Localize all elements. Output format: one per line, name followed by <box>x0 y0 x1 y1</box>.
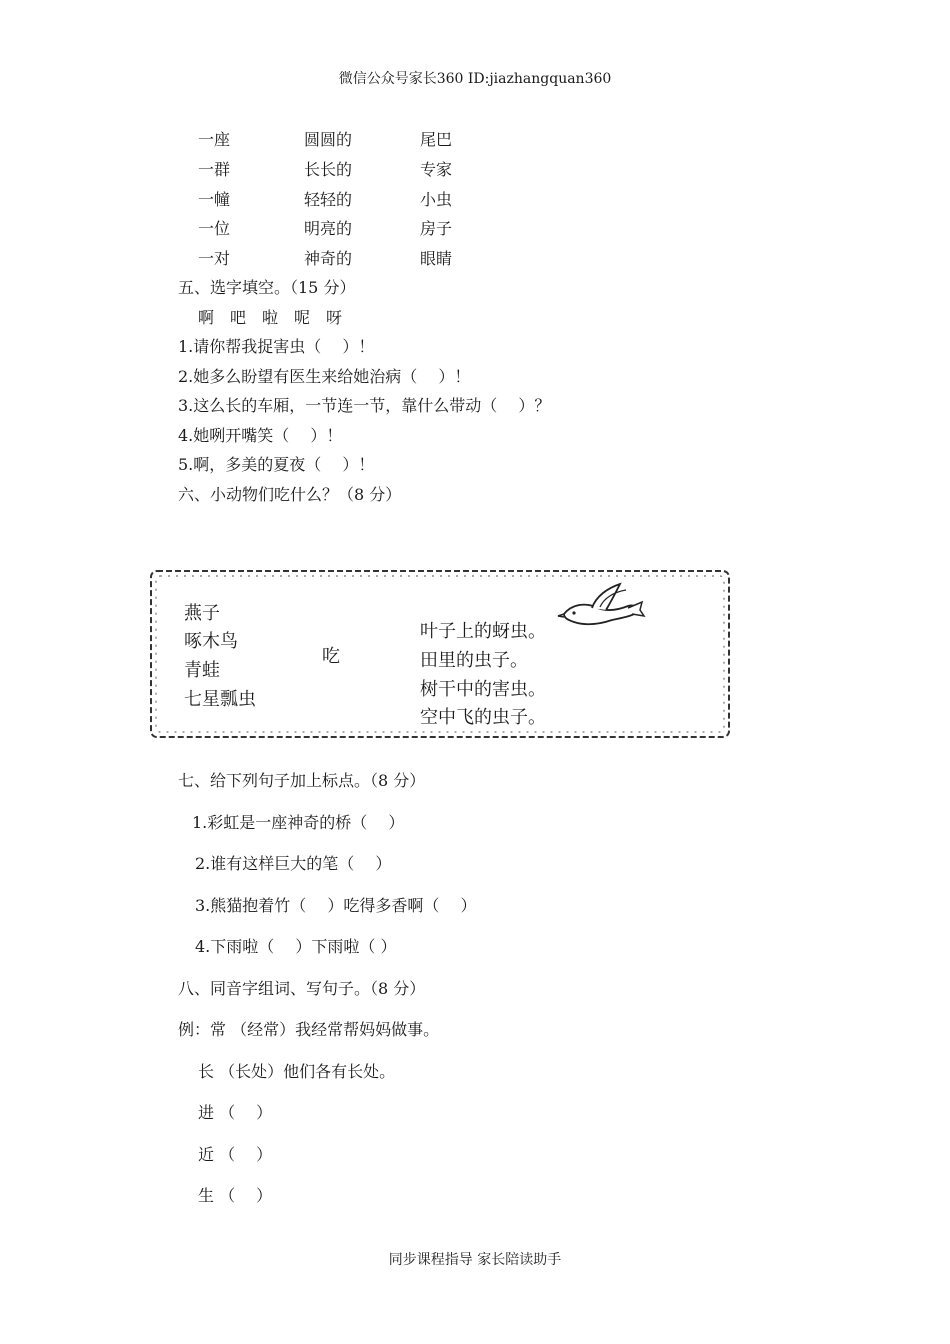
section8-item: 生 （ ） <box>198 1186 273 1205</box>
section5-item: 1.请你帮我捉害虫（ ）！ <box>178 337 375 356</box>
section5-item: 2.她多么盼望有医生来给她治病（ ）！ <box>178 367 471 386</box>
section5-choices: 啊 吧 啦 呢 呀 <box>198 308 343 327</box>
adjective: 轻轻的 <box>304 190 353 209</box>
noun: 小虫 <box>420 190 453 209</box>
adjective: 明亮的 <box>304 219 353 238</box>
measure-word: 一对 <box>198 249 231 268</box>
section5-item: 3.这么长的车厢，一节连一节，靠什么带动（ ）？ <box>178 396 551 415</box>
noun: 眼睛 <box>420 249 453 268</box>
noun: 专家 <box>420 160 453 179</box>
section5-item: 5.啊，多美的夏夜（ ）！ <box>178 455 375 474</box>
animal-food-box <box>146 566 734 742</box>
animal-name: 啄木鸟 <box>184 631 238 652</box>
section8-item: 近 （ ） <box>198 1145 273 1164</box>
animal-name: 七星瓢虫 <box>184 689 256 710</box>
section8-example: 例：常 （经常）我经常帮妈妈做事。 <box>178 1020 440 1039</box>
food-item: 田里的虫子。 <box>420 650 528 671</box>
adjective: 神奇的 <box>304 249 353 268</box>
animal-name: 燕子 <box>184 603 220 624</box>
noun: 房子 <box>420 219 453 238</box>
food-item: 树干中的害虫。 <box>420 679 546 700</box>
section7-item: 3.熊猫抱着竹（ ）吃得多香啊（ ） <box>195 896 477 915</box>
measure-word: 一座 <box>198 130 231 149</box>
section7-title: 七、给下列句子加上标点。（8 分） <box>178 771 426 790</box>
section8-title: 八、同音字组词、写句子。（8 分） <box>178 979 426 998</box>
adjective: 圆圆的 <box>304 130 353 149</box>
noun: 尾巴 <box>420 130 453 149</box>
section6-title: 六、小动物们吃什么？（8 分） <box>178 485 402 504</box>
page-header: 微信公众号家长360 ID:jiazhangquan360 <box>338 71 612 87</box>
measure-word: 一群 <box>198 160 231 179</box>
section5-item: 4.她咧开嘴笑（ ）！ <box>178 426 343 445</box>
verb-eat: 吃 <box>322 646 340 667</box>
section8-item: 长 （长处）他们各有长处。 <box>198 1062 396 1081</box>
measure-word: 一幢 <box>198 190 231 209</box>
measure-word: 一位 <box>198 219 231 238</box>
adjective: 长长的 <box>304 160 353 179</box>
section7-item: 4.下雨啦（ ）下雨啦（ ） <box>195 937 397 956</box>
food-item: 叶子上的蚜虫。 <box>420 621 546 642</box>
section7-item: 1.彩虹是一座神奇的桥（ ） <box>192 813 405 832</box>
bird-icon <box>556 580 646 636</box>
food-item: 空中飞的虫子。 <box>420 707 546 728</box>
section7-item: 2.谁有这样巨大的笔（ ） <box>195 854 392 873</box>
page-footer: 同步课程指导 家长陪读助手 <box>388 1252 562 1268</box>
section8-item: 进 （ ） <box>198 1103 273 1122</box>
section5-title: 五、选字填空。（15 分） <box>178 278 356 297</box>
animal-name: 青蛙 <box>184 660 220 681</box>
